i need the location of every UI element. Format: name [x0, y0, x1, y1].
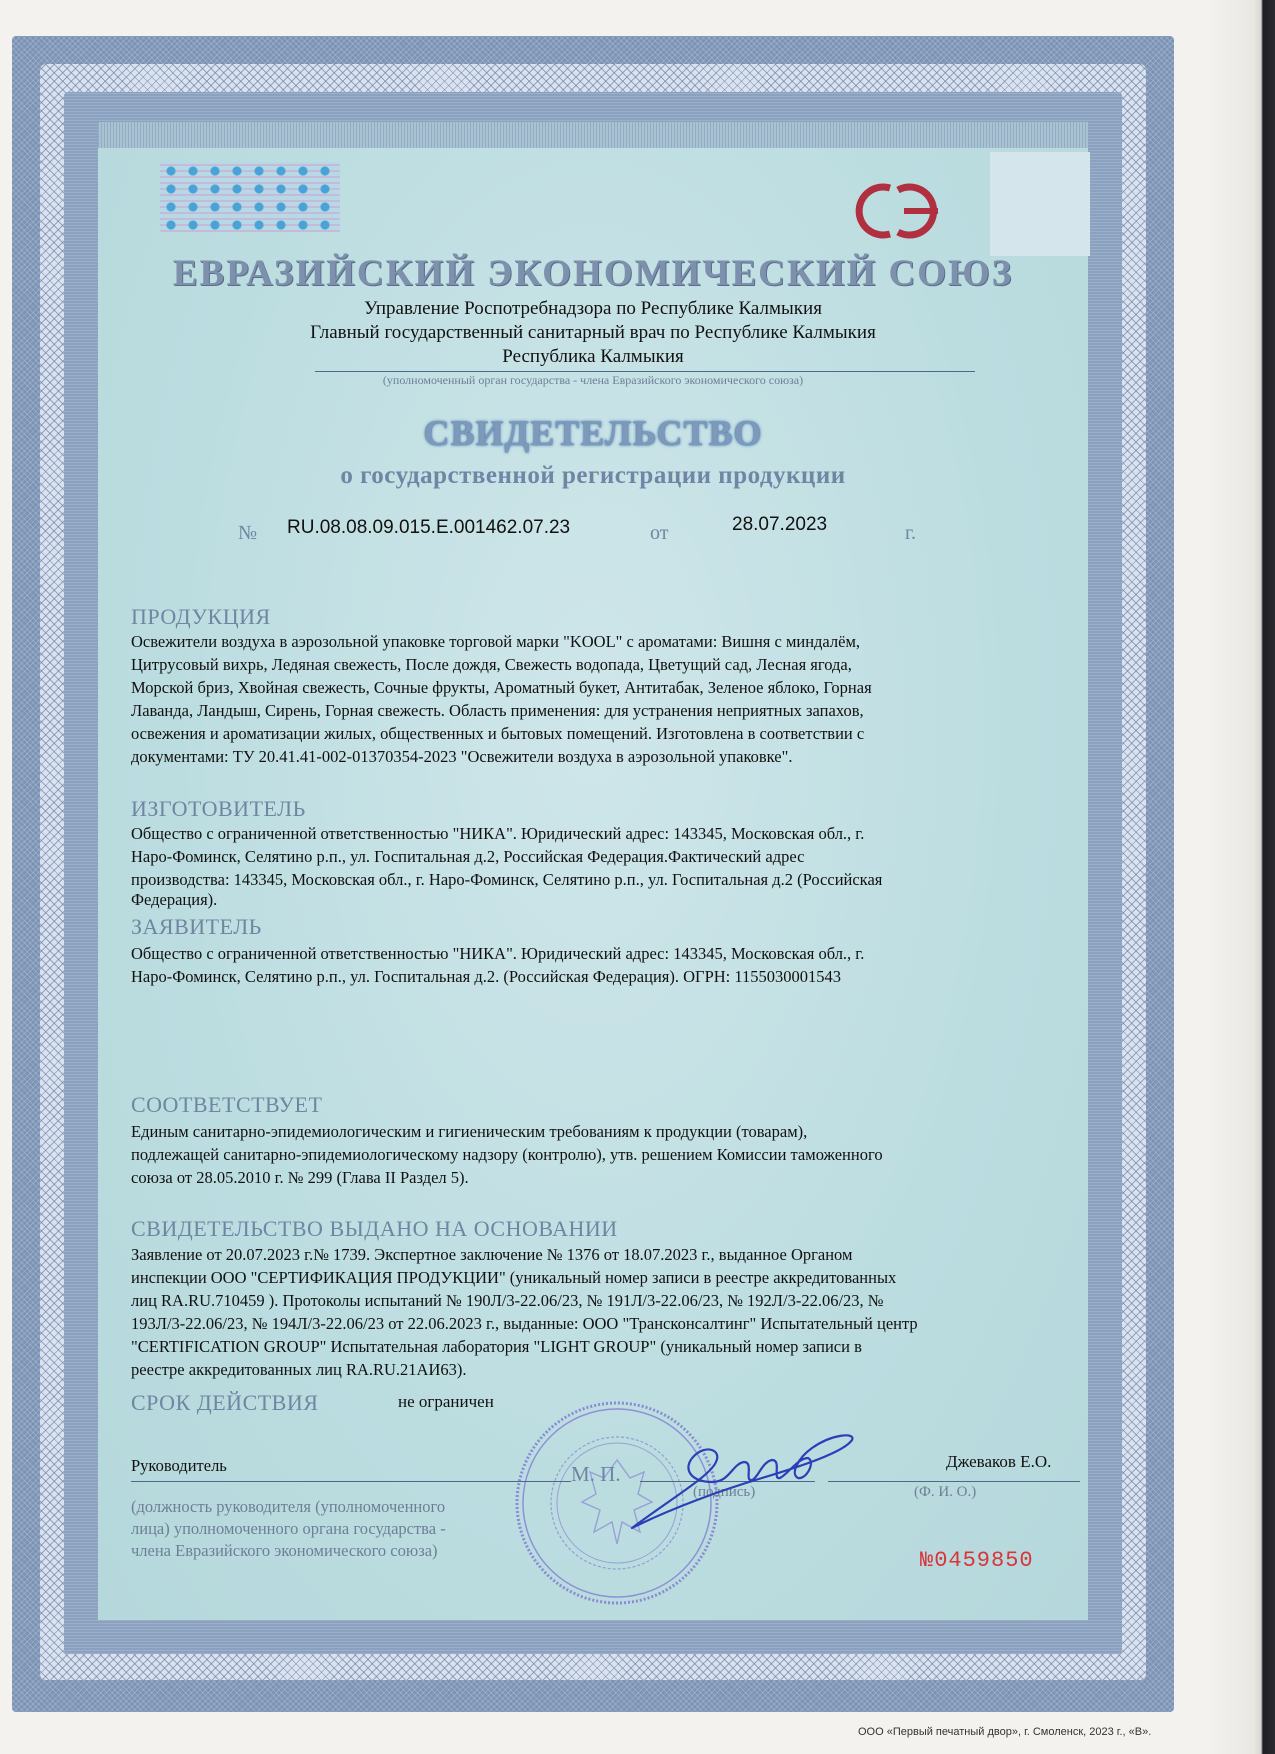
caption-line: (должность руководителя (уполномоченного — [131, 1497, 446, 1516]
text-line: Единым санитарно-эпидемиологическим и гигиеническим требованиям к продукции (товарам), — [131, 1122, 808, 1141]
authority-caption: (уполномоченный орган государства - члена Евразийского экономического союза) — [382, 373, 804, 387]
section-text-product — [131, 630, 1091, 768]
eaeu-conformity-mark-icon — [846, 176, 956, 246]
caption-line: члена Евразийского экономического союза) — [131, 1541, 438, 1560]
paper-pattern-band — [98, 122, 1088, 148]
section-heading-manufacturer: ИЗГОТОВИТЕЛЬ — [131, 796, 306, 821]
text-line: лиц RA.RU.710459 ). Протоколы испытаний № 190Л/3-22.06/23, № 191Л/3-22.06/23, № 192Л/3-22.06/23, № — [131, 1291, 884, 1310]
registration-number: RU.08.08.09.015.E.001462.07.23 — [287, 517, 571, 538]
text-line: Общество с ограниченной ответственностью "НИКА". Юридический адрес: 143345, Московская обл., г. — [131, 944, 865, 963]
year-suffix: г. — [905, 522, 916, 544]
section-heading-validity: СРОК ДЕЙСТВИЯ — [131, 1390, 319, 1415]
handwritten-signature-icon — [612, 1428, 862, 1538]
seal-place-label: М. П. — [571, 1462, 621, 1486]
text-line: союза от 28.05.2010 г. № 299 (Глава II Раздел 5). — [131, 1168, 469, 1187]
caption-line: лица) уполномоченного органа государства - — [131, 1519, 446, 1538]
section-heading-applicant: ЗАЯВИТЕЛЬ — [131, 914, 262, 939]
section-text-manufacturer — [131, 822, 1091, 909]
section-heading-product: ПРОДУКЦИЯ — [131, 604, 271, 629]
signature-caption: (подпись) — [693, 1484, 756, 1500]
text-line: реестре аккредитованных лиц RA.RU.21АИ63). — [131, 1360, 467, 1379]
hologram-icon — [160, 162, 340, 232]
text-line: Лаванда, Ландыш, Сирень, Горная свежесть. Область применения: для устранения неприятных запахов, — [131, 701, 864, 720]
number-sign: № — [238, 522, 258, 544]
signatory-name: Джеваков Е.О. — [946, 1452, 1052, 1471]
section-text-applicant — [131, 942, 1091, 988]
text-line: Освежители воздуха в аэрозольной упаковке торговой марки "KOOL" с ароматами: Вишня с миндалём, — [131, 632, 861, 651]
name-line — [828, 1481, 1080, 1482]
certificate-title: СВИДЕТЕЛЬСТВО — [423, 413, 763, 453]
text-line: подлежащей санитарно-эпидемиологическому надзору (контролю), утв. решением Комиссии таможенного — [131, 1145, 883, 1164]
position-line — [131, 1481, 571, 1482]
text-line: инспекции ООО "СЕРТИФИКАЦИЯ ПРОДУКЦИИ" (уникальный номер записи в реестре аккредитованных — [131, 1268, 897, 1287]
union-title: ЕВРАЗИЙСКИЙ ЭКОНОМИЧЕСКИЙ СОЮЗ — [172, 253, 1014, 294]
text-line: производства: 143345, Московская обл., г. Наро-Фоминск, Селятино р.п., ул. Госпитальная д.2 (Российская — [131, 870, 883, 889]
authority-line: Главный государственный санитарный врач по Республике Калмыкия — [310, 322, 876, 343]
validity-value: не ограничен — [398, 1392, 494, 1411]
section-heading-conforms: СООТВЕТСТВУЕТ — [131, 1092, 323, 1117]
registration-date: 28.07.2023 — [732, 514, 828, 535]
divider — [315, 371, 975, 372]
scan-edge — [1255, 0, 1275, 1754]
position-caption — [131, 1496, 446, 1562]
text-line: Наро-Фоминск, Селятино р.п., ул. Госпитальная д.2. (Российская Федерация). ОГРН: 1155030001543 — [131, 967, 842, 986]
text-line: документами: ТУ 20.41.41-002-01370354-2023 "Освежители воздуха в аэрозольной упаковке". — [131, 747, 793, 766]
date-from-label: от — [650, 522, 669, 544]
scan-margin — [1205, 0, 1255, 1754]
signatory-position: Руководитель — [131, 1456, 227, 1475]
text-line: 193Л/3-22.06/23, № 194Л/3-22.06/23 от 22.06.2023 г., выданные: ООО "Трансконсалтинг" Испытательный центр — [131, 1314, 918, 1333]
form-serial-number: №0459850 — [920, 1548, 1034, 1573]
printer-imprint: ООО «Первый печатный двор», г. Смоленск, 2023 г., «В». — [858, 1726, 1152, 1738]
authority-line: Управление Роспотребнадзора по Республике Калмыкия — [364, 298, 822, 319]
text-line: "CERTIFICATION GROUP" Испытательная лаборатория "LIGHT GROUP" (уникальный номер записи в — [131, 1337, 862, 1356]
text-line: Заявление от 20.07.2023 г.№ 1739. Экспертное заключение № 1376 от 18.07.2023 г., выданное Органом — [131, 1245, 853, 1264]
watermark-area — [990, 152, 1090, 256]
text-line: Общество с ограниченной ответственностью "НИКА". Юридический адрес: 143345, Московская обл., г. — [131, 824, 865, 843]
section-heading-basis: СВИДЕТЕЛЬСТВО ВЫДАНО НА ОСНОВАНИИ — [131, 1216, 618, 1241]
name-caption: (Ф. И. О.) — [914, 1484, 977, 1500]
certificate-subtitle: о государственной регистрации продукции — [340, 462, 846, 489]
text-line: Федерация). — [131, 890, 218, 909]
text-line: Цитрусовый вихрь, Ледяная свежесть, После дождя, Свежесть водопада, Цветущий сад, Лесная ягода, — [131, 655, 852, 674]
section-text-conforms — [131, 1120, 1091, 1189]
text-line: Морской бриз, Хвойная свежесть, Сочные фрукты, Ароматный букет, Антитабак, Зеленое яблоко, Горная — [131, 678, 872, 697]
section-text-basis — [131, 1243, 1091, 1381]
text-line: Наро-Фоминск, Селятино р.п., ул. Госпитальная д.2, Российская Федерация.Фактический адрес — [131, 847, 805, 866]
text-line: освежения и ароматизации жилых, общественных и бытовых помещений. Изготовлена в соответствии с — [131, 724, 865, 743]
authority-line: Республика Калмыкия — [502, 346, 684, 367]
